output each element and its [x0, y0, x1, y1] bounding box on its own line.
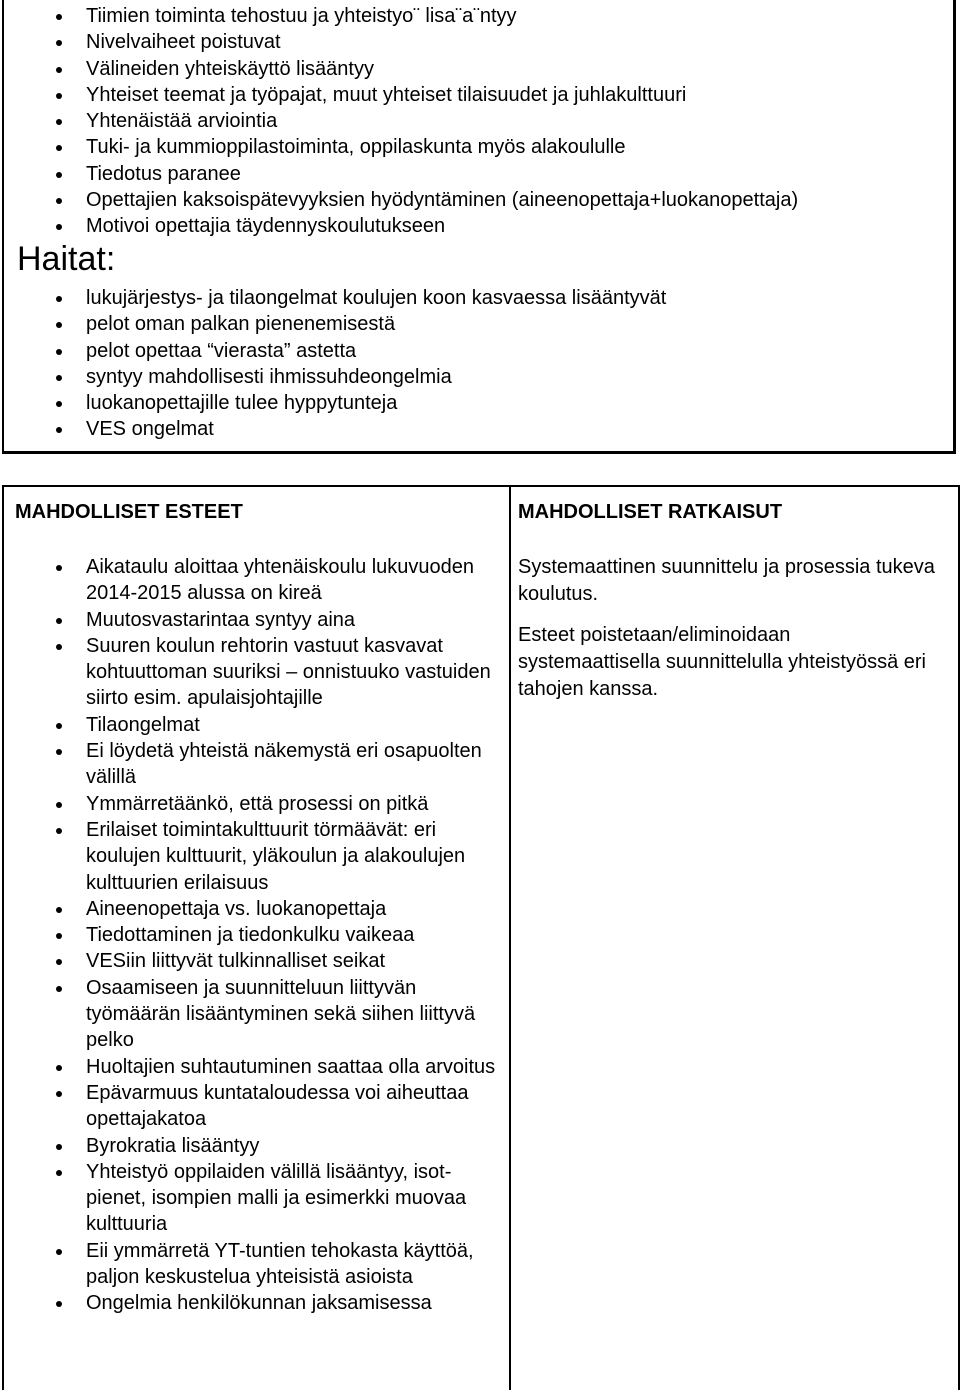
list-item: Muutosvastarintaa syntyy aina	[86, 607, 506, 633]
obstacles-solutions-table	[2, 485, 960, 1390]
list-item: Tilaongelmat	[86, 712, 506, 738]
list-item: Erilaiset toimintakulttuurit törmäävät: eri koulujen kulttuurit, yläkoulun ja alakoulujen kulttuurien erilaisuus	[86, 817, 506, 896]
drawbacks-list	[86, 285, 666, 443]
list-item: Ongelmia henkilökunnan jaksamisessa	[86, 1290, 506, 1316]
obstacles-heading: MAHDOLLISET ESTEET	[15, 501, 243, 523]
list-item: syntyy mahdollisesti ihmissuhdeongelmia	[86, 364, 666, 390]
list-item: Nivelvaiheet poistuvat	[86, 29, 798, 55]
list-item: Aineenopettaja vs. luokanopettaja	[86, 896, 506, 922]
benefits-list	[86, 3, 798, 240]
list-item: Yhtenäistää arviointia	[86, 108, 798, 134]
benefits-drawbacks-box	[2, 0, 956, 454]
list-item: Tiedottaminen ja tiedonkulku vaikeaa	[86, 922, 506, 948]
obstacles-list	[86, 554, 506, 1317]
list-item: Epävarmuus kuntataloudessa voi aiheuttaa opettajakatoa	[86, 1080, 506, 1133]
solutions-heading: MAHDOLLISET RATKAISUT	[518, 501, 783, 523]
column-divider	[509, 487, 511, 1390]
solutions-text	[518, 554, 938, 717]
list-item: Osaamiseen ja suunnitteluun liittyvän työmäärän lisääntyminen sekä siihen liittyvä pelko	[86, 975, 506, 1054]
list-item: Ei löydetä yhteistä näkemystä eri osapuolten välillä	[86, 738, 506, 791]
list-item: Motivoi opettajia täydennyskoulutukseen	[86, 213, 798, 239]
list-item: luokanopettajille tulee hyppytunteja	[86, 390, 666, 416]
list-item: Tiimien toiminta tehostuu ja yhteistyo¨ lisa¨a¨ntyy	[86, 3, 798, 29]
drawbacks-heading: Haitat:	[17, 240, 116, 278]
list-item: lukujärjestys- ja tilaongelmat koulujen koon kasvaessa lisääntyvät	[86, 285, 666, 311]
list-item: Eii ymmärretä YT-tuntien tehokasta käyttöä, paljon keskustelua yhteisistä asioista	[86, 1238, 506, 1291]
list-item: VESiin liittyvät tulkinnalliset seikat	[86, 948, 506, 974]
list-item: Tuki- ja kummioppilastoiminta, oppilaskunta myös alakoululle	[86, 134, 798, 160]
solution-paragraph: Systemaattinen suunnittelu ja prosessia tukeva koulutus.	[518, 556, 935, 605]
list-item: Ymmärretäänkö, että prosessi on pitkä	[86, 791, 506, 817]
list-item: Yhteiset teemat ja työpajat, muut yhteiset tilaisuudet ja juhlakulttuuri	[86, 82, 798, 108]
list-item: Tiedotus paranee	[86, 161, 798, 187]
list-item: pelot opettaa “vierasta” astetta	[86, 338, 666, 364]
list-item: Byrokratia lisääntyy	[86, 1133, 506, 1159]
solution-paragraph: Esteet poistetaan/eliminoidaan systemaattisella suunnittelulla yhteistyössä eri tahojen kanssa.	[518, 624, 926, 700]
list-item: Suuren koulun rehtorin vastuut kasvavat kohtuuttoman suuriksi – onnistuuko vastuiden siirto esim. apulaisjohtajille	[86, 633, 506, 712]
list-item: Opettajien kaksoispätevyyksien hyödyntäminen (aineenopettaja+luokanopettaja)	[86, 187, 798, 213]
list-item: VES ongelmat	[86, 416, 666, 442]
list-item: Huoltajien suhtautuminen saattaa olla arvoitus	[86, 1054, 506, 1080]
list-item: Välineiden yhteiskäyttö lisääntyy	[86, 56, 798, 82]
list-item: pelot oman palkan pienenemisestä	[86, 311, 666, 337]
list-item: Yhteistyö oppilaiden välillä lisääntyy, isot-pienet, isompien malli ja esimerkki muovaa kulttuuria	[86, 1159, 506, 1238]
list-item: Aikataulu aloittaa yhtenäiskoulu lukuvuoden 2014-2015 alussa on kireä	[86, 554, 506, 607]
